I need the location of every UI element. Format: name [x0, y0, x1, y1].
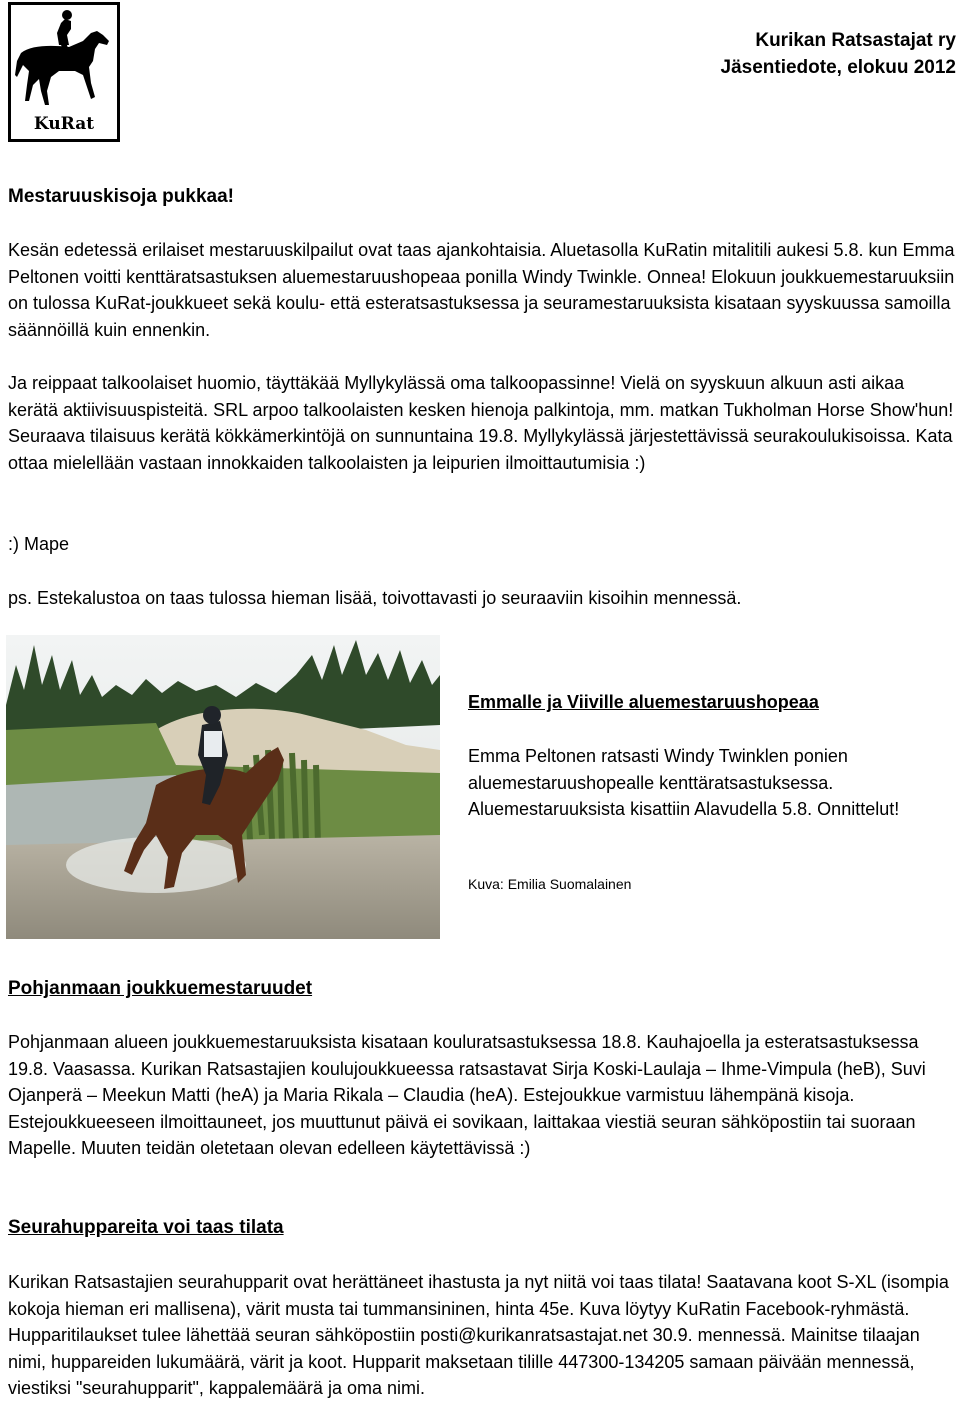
horse-rider-icon [11, 5, 117, 139]
photo-block-title: Emmalle ja Viiville aluemestaruushopeaa [468, 692, 819, 712]
club-logo [8, 2, 120, 142]
section-title: Mestaruuskisoja pukkaa! [8, 186, 234, 207]
paragraph: Kesän edetessä erilaiset mestaruuskilpailut ovat taas ajankohtaisia. Aluetasolla KuRatin mitalitili aukesi 5.8. kun Emma Peltonen voitti kenttäratsastuksen aluemestaruushopeaa ponilla Windy Twinkle. Onnea! Elokuun joukkuemestaruuksiin on tulossa KuRat-joukkueet sekä koulu- että esteratsastuksessa ja seuramestaruuksista kisataan syyskuussa samoilla säännöillä kuin ennenkin. [8, 240, 955, 340]
ps-note: ps. Estekalustoa on taas tulossa hieman lisää, toivottavasti jo seuraaviin kisoihin mennessä. [8, 588, 742, 608]
paragraph: Kurikan Ratsastajien seurahupparit ovat herättäneet ihastusta ja nyt niitä voi taas tilata! Saatavana koot S-XL (isompia kokoja hieman eri mallisena), värit musta tai tummansininen, hinta 45e. Kuva löytyy KuRatin Facebook-ryhmästä. Hupparitilaukset tulee lähettää seuran sähköpostiin posti@kurikanratsastajat.net 30.9. mennessä. Mainitse tilaajan nimi, huppareiden lukumäärä, värit ja koot. Hupparit maksetaan tilille 447300-134205 samaan päivään mennessä, viestiksi "seurahupparit", kappalemäärä ja oma nimi. [8, 1272, 949, 1398]
photo-credit: Kuva: Emilia Suomalainen [468, 876, 632, 892]
news-photo [6, 635, 440, 939]
org-name: Kurikan Ratsastajat ry [755, 30, 956, 51]
issue-title: Jäsentiedote, elokuu 2012 [720, 57, 956, 78]
section-title: Pohjanmaan joukkuemestaruudet [8, 978, 313, 999]
photo-block-text: Emma Peltonen ratsasti Windy Twinklen ponien aluemestaruushopealle kenttäratsastuksessa. Aluemestaruuksista kisattiin Alavudella 5.8. Onnittelut! [468, 746, 900, 819]
paragraph: Pohjanmaan alueen joukkuemestaruuksista kisataan kouluratsastuksessa 18.8. Kauhajoella ja esteratsastuksessa 19.8. Vaasassa. Kurikan Ratsastajien koulujoukkueessa ratsastavat Sirja Koski-Laulaja – Ihme-Vimpula (heB), Suvi Ojanperä – Meekun Matti (heA) ja Maria Rikala – Claudia (heA). Estejoukkue varmistuu lähempänä kisoja. Estejoukkueeseen ilmoittauneet, jos muuttunut päivä ei sovikaan, laittakaa viestiä seuran sähköpostiin tai suoraan Mapelle. Muuten teidän oletetaan olevan edelleen käytettävissä :) [8, 1032, 926, 1158]
section-title: Seurahuppareita voi taas tilata [8, 1217, 284, 1238]
logo-text: KuRat [33, 114, 95, 134]
paragraph: Ja reippaat talkoolaiset huomio, täyttäkää Myllykylässä oma talkoopassinne! Vielä on syyskuun alkuun asti aikaa kerätä aktiivisuuspisteitä. SRL arpoo talkoolaisten kesken hienoja palkintoja, mm. matkan Tukholman Horse Show'hun! Seuraava tilaisuus kerätä kökkämerkintöjä on sunnuntaina 19.8. Myllykylässä järjestettävissä seurakoulukisoissa. Kata ottaa mielellään vastaan innokkaiden talkoolaisten ja leipurien ilmoittautumisia :) [8, 373, 954, 473]
signature: :) Mape [8, 534, 70, 554]
